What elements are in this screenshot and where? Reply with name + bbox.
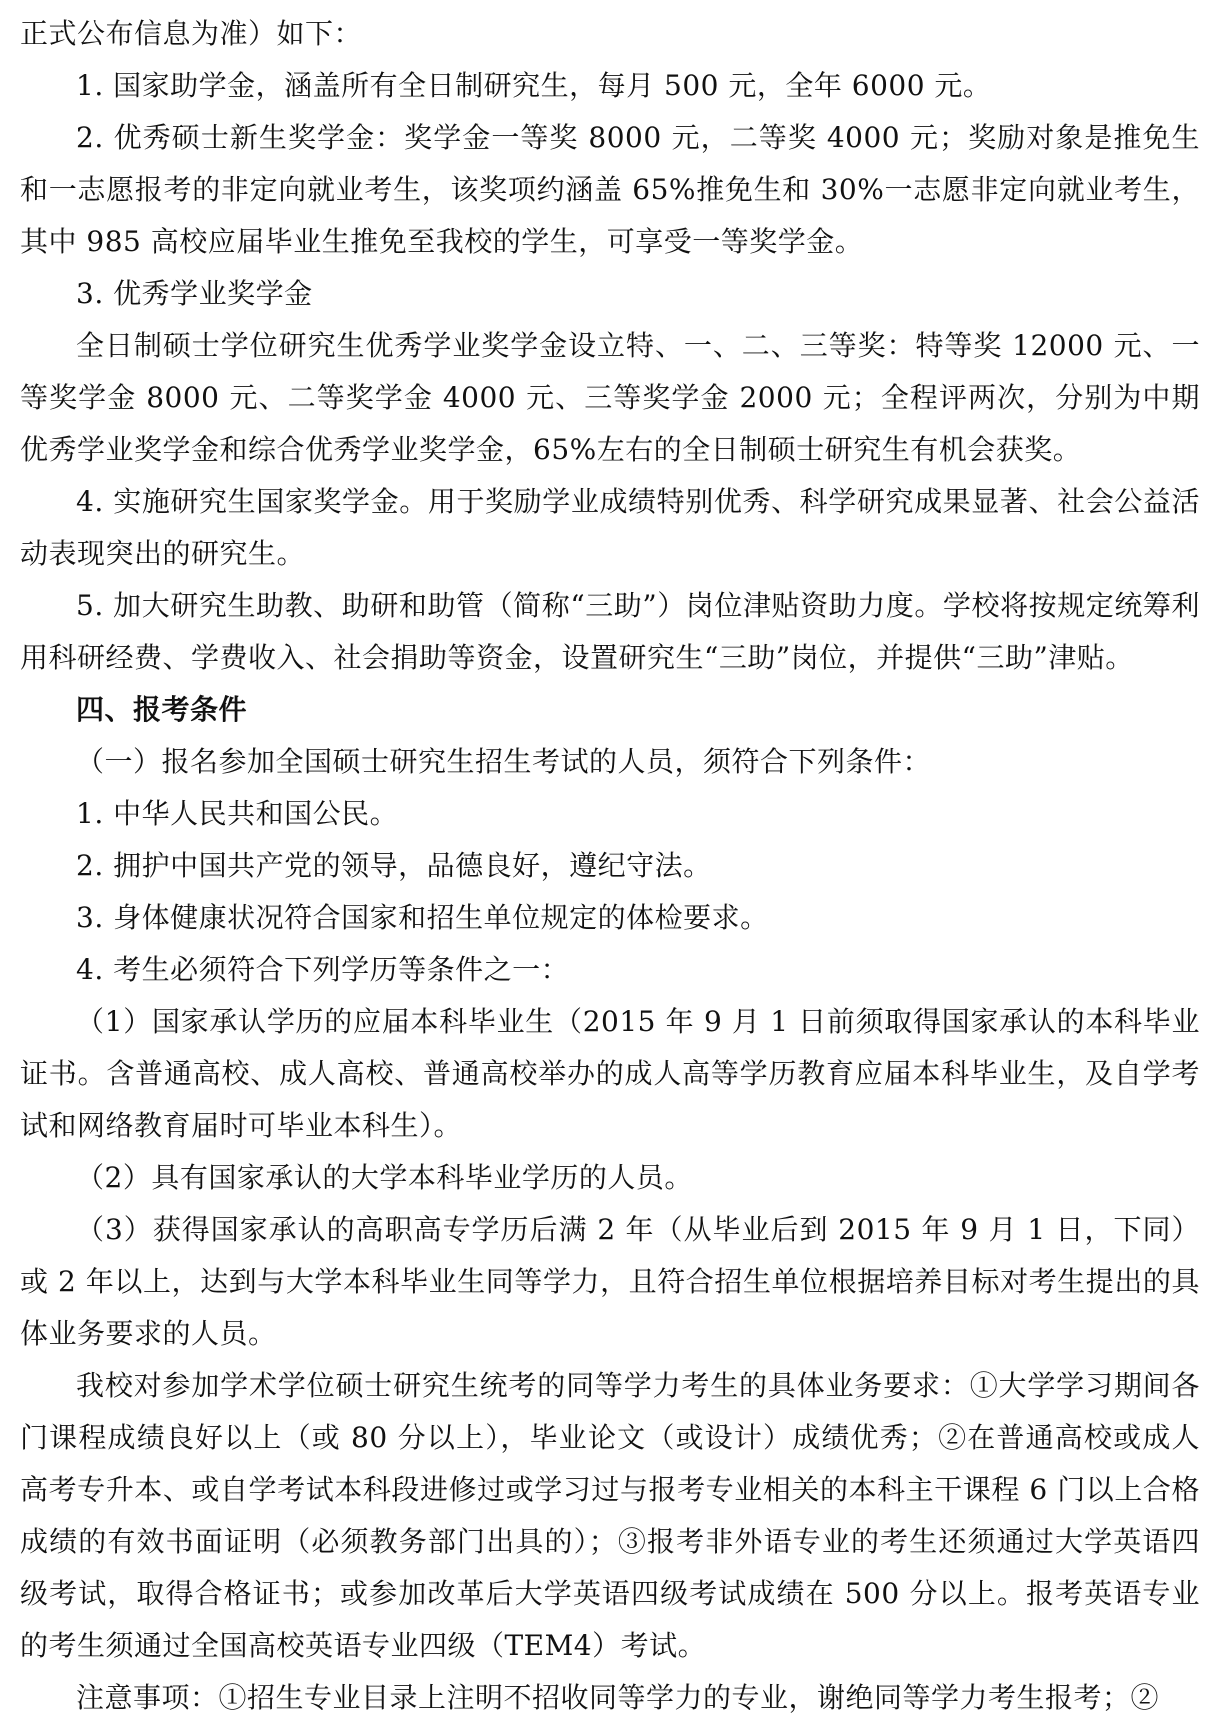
document-page — [20, 8, 1200, 1724]
paragraph-condition-citizen: 1. 中华人民共和国公民。 — [76, 797, 399, 830]
paragraph-education-bachelor: （2）具有国家承认的大学本科毕业学历的人员。 — [76, 1161, 693, 1194]
section-heading-application-conditions: 四、报考条件 — [76, 693, 248, 726]
paragraph-academic-scholarship: 全日制硕士学位研究生优秀学业奖学金设立特、一、二、三等奖：特等奖 12000 元、一等奖学金 8000 元、二等奖学金 4000 元、三等奖学金 2000 元；全程评两次，分别为中期优秀学业奖学金和综合优秀学业奖学金，65%左右的全日制硕士研究生有机会获奖。 — [20, 329, 1200, 466]
paragraph-condition-health: 3. 身体健康状况符合国家和招生单位规定的体检要求。 — [76, 901, 769, 934]
paragraph-equivalent-requirements: 我校对参加学术学位硕士研究生统考的同等学力考生的具体业务要求：①大学学习期间各门课程成绩良好以上（或 80 分以上），毕业论文（或设计）成绩优秀；②在普通高校或成人高考专升本、或自学考试本科段进修过或学习过与报考专业相关的本科主干课程 6 门以上合格成绩的有效书面证明（必须教务部门出具的）；③报考非外语专业的考生还须通过大学英语四级考试，取得合格证书；或参加改革后大学英语四级考试成绩在 500 分以上。报考英语专业的考生须通过全国高校英语专业四级（TEM4）考试。 — [20, 1369, 1200, 1662]
paragraph-education-graduates: （1）国家承认学历的应届本科毕业生（2015 年 9 月 1 日前须取得国家承认的本科毕业证书。含普通高校、成人高校、普通高校举办的成人高等学历教育应届本科毕业生，及自学考试和网络教育届时可毕业本科生）。 — [20, 1005, 1200, 1142]
paragraph-education-vocational: （3）获得国家承认的高职高专学历后满 2 年（从毕业后到 2015 年 9 月 1 日，下同）或 2 年以上，达到与大学本科毕业生同等学力，且符合招生单位根据培养目标对考生提出的具体业务要求的人员。 — [20, 1213, 1200, 1350]
paragraph-three-assistantships: 5. 加大研究生助教、助研和助管（简称“三助”）岗位津贴资助力度。学校将按规定统筹利用科研经费、学费收入、社会捐助等资金，设置研究生“三助”岗位，并提供“三助”津贴。 — [20, 589, 1200, 674]
paragraph-grant: 1. 国家助学金，涵盖所有全日制研究生，每月 500 元，全年 6000 元。 — [76, 69, 992, 102]
paragraph-conditions-intro: （一）报名参加全国硕士研究生招生考试的人员，须符合下列条件： — [76, 745, 932, 778]
paragraph-academic-scholarship-title: 3. 优秀学业奖学金 — [76, 277, 313, 310]
paragraph-national-scholarship: 4. 实施研究生国家奖学金。用于奖励学业成绩特别优秀、科学研究成果显著、社会公益活动表现突出的研究生。 — [20, 485, 1200, 570]
paragraph-intro-end: 正式公布信息为准）如下： — [20, 17, 363, 50]
paragraph-freshman-scholarship: 2. 优秀硕士新生奖学金：奖学金一等奖 8000 元，二等奖 4000 元；奖励对象是推免生和一志愿报考的非定向就业考生，该奖项约涵盖 65%推免生和 30%一志愿非定向就业考生，其中 985 高校应届毕业生推免至我校的学生，可享受一等奖学金。 — [20, 121, 1200, 258]
paragraph-condition-conduct: 2. 拥护中国共产党的领导，品德良好，遵纪守法。 — [76, 849, 712, 882]
paragraph-notes: 注意事项：①招生专业目录上注明不招收同等学力的专业，谢绝同等学力考生报考；② — [76, 1681, 1160, 1714]
paragraph-condition-education: 4. 考生必须符合下列学历等条件之一： — [76, 953, 570, 986]
